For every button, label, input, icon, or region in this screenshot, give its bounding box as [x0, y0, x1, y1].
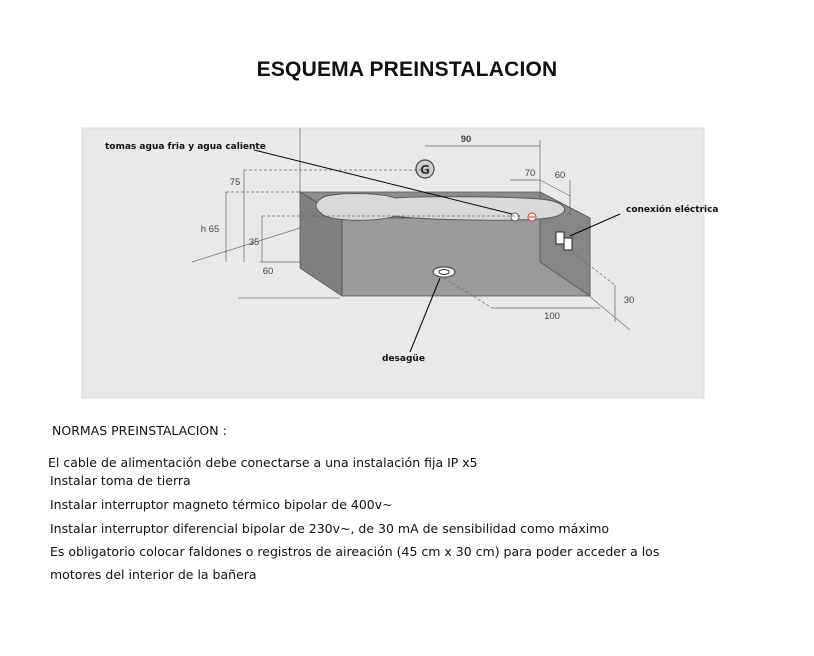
electric-connection-label: conexión eléctrica — [626, 205, 719, 215]
norm-line: Instalar toma de tierra — [50, 473, 191, 488]
drain-label: desagüe — [382, 354, 425, 364]
norm-line: El cable de alimentación debe conectarse a una instalación fija IP x5 — [48, 455, 478, 470]
dim-35: 35 — [248, 237, 260, 248]
norm-line: Instalar interruptor magneto térmico bipolar de 400v~ — [50, 497, 393, 512]
drain-icon — [433, 267, 455, 277]
norm-line: motores del interior de la bañera — [50, 567, 257, 582]
dim-70: 70 — [524, 168, 536, 179]
dim-30: 30 — [623, 295, 635, 306]
dim-75: 75 — [229, 177, 241, 188]
bathtub-box — [300, 192, 590, 296]
water-connection-label: tomas agua fria y agua caliente — [105, 142, 266, 152]
norms-heading: NORMAS PREINSTALACION : — [52, 423, 227, 438]
g-symbol-label: G — [420, 163, 430, 177]
dim-60-left: 60 — [262, 266, 274, 277]
dim-90: 90 — [460, 134, 472, 145]
dim-60-top: 60 — [554, 170, 566, 181]
dim-100: 100 — [544, 311, 560, 322]
norm-line: Instalar interruptor diferencial bipolar de 230v~, de 30 mA de sensibilidad como máximo — [50, 521, 610, 536]
cold-water-tap-icon — [511, 213, 519, 221]
page-title: ESQUEMA PREINSTALACION — [256, 58, 558, 81]
dim-h65: h 65 — [200, 224, 220, 235]
norm-line: Es obligatorio colocar faldones o registros de aireación (45 cm x 30 cm) para poder acceder a los — [50, 544, 660, 559]
